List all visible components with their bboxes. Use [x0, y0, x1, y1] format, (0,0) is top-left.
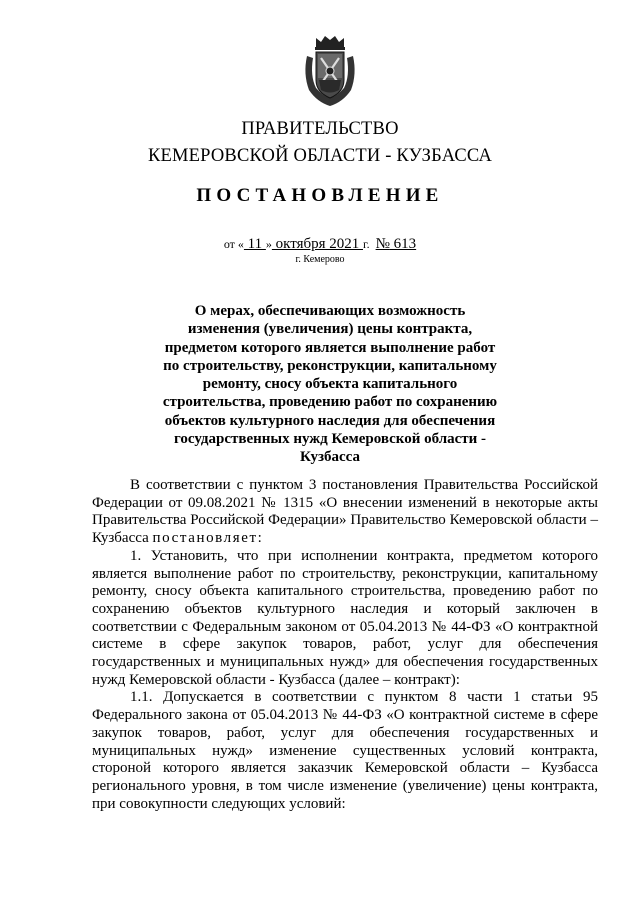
paragraph-preamble	[92, 477, 598, 548]
document-type-heading: ПОСТАНОВЛЕНИЕ	[196, 185, 444, 206]
document-body	[92, 477, 598, 813]
date-year-suffix: г.	[363, 237, 370, 251]
paragraph-item-1: 1. Установить, что при исполнении контракта, предметом которого является выполнение работ по строительству, реконструкции, капитальному ремонту, сносу объекта капитального строительства, проведению работ по сохранению объектов культурного наследия и который заключен в соответствии с Федеральным законом от 05.04.2013 № 44-ФЗ «О контрактной системе в сфере закупок товаров, работ, услуг для обеспечения государственных и муниципальных нужд» для обеспечения государственных нужд Кемеровской области - Кузбасса (далее – контракт):	[92, 547, 598, 688]
city-name: г. Кемерово	[295, 254, 345, 265]
document-date-number	[0, 236, 640, 253]
coat-of-arms-emblem	[299, 34, 361, 108]
decree-word: постановляет	[152, 530, 258, 547]
date-day: 11	[243, 236, 266, 252]
date-month-year: октября 2021	[271, 236, 364, 252]
paragraph-item-1-1: 1.1. Допускается в соответствии с пунктом 8 части 1 статьи 95 Федерального закона от 05.04.2013 № 44-ФЗ «О контрактной системе в сфере закупок товаров, работ, услуг для обеспечения государственных и муниципальных нужд» изменение существенных условий контракта, стороной которого является заказчик Кемеровской области – Кузбасса регионального уровня, в том числе изменение (увеличение) цены контракта, при совокупности следующих условий:	[92, 689, 598, 812]
preamble-end: :	[257, 530, 262, 547]
document-title: О мерах, обеспечивающих возможность изменения (увеличения) цены контракта, предметом которого является выполнение работ по строительству, реконструкции, капитальному ремонту, сносу объекта капитального строительства, проведению работ по сохранению объектов культурного наследия для обеспечения государственных нужд Кемеровской области - Кузбасса	[162, 303, 498, 466]
number-label: №	[375, 236, 390, 252]
government-name-line1: ПРАВИТЕЛЬСТВО	[241, 119, 399, 139]
date-prefix: от «	[223, 237, 244, 251]
date-quote-close: »	[265, 237, 272, 251]
preamble-text: В соответствии с пунктом 3 постановления Правительства Российской Федерации от 09.08.2021 № 1315 «О внесении изменений в некоторые акты Правительства Российской Федерации» Правительство Кемеровской области – Кузбасса	[92, 477, 598, 547]
document-number: 613	[389, 236, 417, 252]
government-name-line2: КЕМЕРОВСКОЙ ОБЛАСТИ - КУЗБАССА	[147, 146, 493, 166]
